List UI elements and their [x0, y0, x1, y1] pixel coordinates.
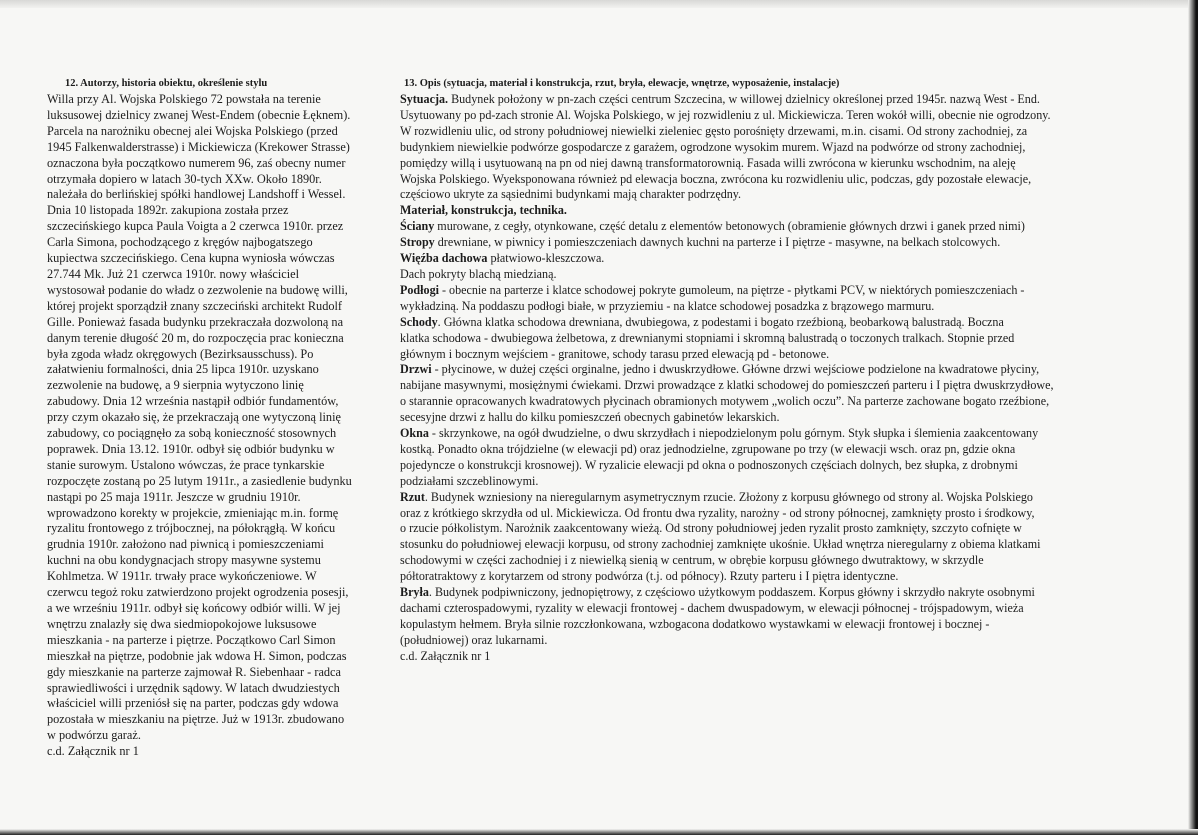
section-lead-label: Rzut: [400, 489, 425, 504]
history-text: [47, 92, 391, 760]
description-line-text: . Budynek podpiwniczony, jednopiętrowy, z częściowo użytkowym poddaszem. Korpus główny i skrzydło nakryte osobnymi: [428, 585, 1035, 600]
description-line: [400, 426, 1140, 442]
description-text: [400, 92, 1140, 665]
history-line: oznaczona była początkowo numerem 96, zaś obecny numer: [47, 155, 346, 170]
section-lead-label: Schody: [400, 314, 438, 329]
description-line-text: Usytuowany po pd-zach stronie Al. Wojska Polskiego, w jej rozwidleniu z ul. Mickiewicza. Teren wokół willi, obecnie nie ogrodzony.: [400, 107, 1051, 122]
description-line-text: pomiędzy willą i usytuowaną na pn od niej dawną transformatorownią. Fasada willi zwrócona w kierunku wschodnim, na aleję: [400, 155, 1016, 170]
description-line-text: oraz z krótkiego skrzydła od ul. Mickiewicza. Od frontu dwa ryzality, narożny - od strony północnej, zamknięty prosto i środkowy,: [400, 505, 1035, 520]
description-line-text: płatwiowo-kleszczowa.: [487, 251, 605, 266]
description-line: [400, 267, 1140, 283]
section-lead-label: Drzwi: [400, 362, 432, 377]
description-line: [400, 108, 1140, 124]
history-line: była zgoda władz okręgowych (Bezirksausschuss). Po: [47, 346, 314, 361]
history-line: grudnia 1910r. założono nad piwnicą i pomieszczeniami: [47, 537, 324, 552]
description-line: [400, 140, 1140, 156]
section-lead-label: Ściany: [400, 219, 435, 234]
description-line: [400, 410, 1140, 426]
history-line: sprawiedliwości i urzędnik sądowy. W latach dwudziestych: [47, 680, 340, 695]
description-heading: 13. Opis (sytuacja, materiał i konstrukcja, rzut, bryła, elewacje, wnętrze, wyposażenie, instalacje): [404, 78, 840, 89]
history-line: gdy mieszkanie na parterze zajmował R. Siebenhaar - radca: [47, 664, 341, 679]
description-line-text: - obecnie na parterze i klatce schodowej pokryte gumoleum, na piętrze - płytkami PCV, w niektórych pomieszczeniach -: [438, 282, 1025, 297]
history-line: należała do berlińskiej spółki handlowej Landshoff i Wessel.: [47, 187, 346, 202]
scan-top-edge: [0, 0, 1198, 8]
description-line: [400, 203, 1140, 219]
history-line: wystosował podanie do władz o zezwolenie na budowę willi,: [47, 282, 348, 297]
description-line: [400, 585, 1140, 601]
description-line: [400, 553, 1140, 569]
history-line: wprowadzono korekty w projekcie, zmieniając m.in. formę: [47, 505, 339, 520]
description-line: [400, 569, 1140, 585]
description-line: [400, 331, 1140, 347]
history-line: właściciel willi przeniósł się na parter, podczas gdy wdowa: [47, 696, 339, 711]
description-line: [400, 378, 1140, 394]
description-line-text: pojedyncze o konstrukcji krosnowej). W ryzalicie elewacji pd okna o podnoszonych częściach dolnych, bez słupka, z drobnymi: [400, 457, 1018, 472]
description-line-text: o starannie opracowanych kwadratowych płycinach obramionych motywem „wolich oczu”. Na parterze zachowane bogato rzeźbione,: [400, 394, 1050, 409]
history-line: 27.744 Mk. Już 21 czerwca 1910r. nowy właściciel: [47, 266, 300, 281]
description-line: [400, 251, 1140, 267]
history-line: c.d. Załącznik nr 1: [47, 744, 139, 759]
description-line-text: dachami czterospadowymi, ryzality w elewacji frontowej - dachem dwuspadowym, w elewacji północnej - trójspadowym, wieża: [400, 601, 1024, 615]
description-line: [400, 235, 1140, 251]
description-line-text: Wojska Polskiego. Wyeksponowana również pd elewacja boczna, zwrócona ku rozwidleniu ulic, podczas, gdy pozostałe elewacje,: [400, 171, 1032, 186]
history-line: 1945 Falkenwalderstrasse) i Mickiewicza (Krekower Strasse): [47, 139, 350, 154]
history-line: rozpoczęte zostaną po 25 lutym 1911r., a zasiedlenie budynku: [47, 473, 352, 488]
description-line-text: głównym i bocznym wejściem - granitowe, schody tarasu przed elewacją pd - betonowe.: [400, 346, 830, 361]
history-line: Willa przy Al. Wojska Polskiego 72 powstała na terenie: [47, 92, 321, 106]
section-lead-label: Więźba dachowa: [400, 251, 488, 266]
section-lead-label: Bryła: [400, 585, 429, 600]
description-line-text: secesyjne drzwi z hallu do kilku pomieszczeń obecnych gabinetów lekarskich.: [400, 410, 780, 425]
history-line: zabudowy. Dnia 12 września nastąpił odbiór fundamentów,: [47, 394, 339, 409]
history-heading: 12. Autorzy, historia obiektu, określenie stylu: [65, 78, 268, 89]
description-section: [400, 76, 1140, 665]
history-line: Dnia 10 listopada 1892r. zakupiona została przez: [47, 203, 289, 218]
description-line: [400, 156, 1140, 172]
description-line: [400, 315, 1140, 331]
description-line-text: c.d. Załącznik nr 1: [400, 648, 491, 663]
description-line-text: podziałami szczeblinowymi.: [400, 473, 539, 488]
section-lead-label: Podłogi: [400, 282, 439, 297]
history-line: luksusowej dzielnicy zwanej West-Endem (obecnie Łęknem).: [47, 107, 351, 122]
description-line-text: o rzucie półkolistym. Narożnik zaakcentowany wieżą. Od strony południowej jeden ryzalit prosto zamknięty, szczyto cofnięte w: [400, 521, 1022, 536]
description-line: [400, 458, 1140, 474]
description-line-text: . Główna klatka schodowa drewniana, dwubiegowa, z podestami i bogato rzeźbioną, beobarkową balustradą. Boczna: [437, 314, 1004, 329]
description-line: [400, 283, 1140, 299]
description-line-text: - skrzynkowe, na ogół dwudzielne, o dwu skrzydłach i niepodzielonym polu górnym. Styk słupka i ślemienia zaakcentowany: [428, 426, 1039, 441]
description-line: [400, 474, 1140, 490]
history-line: Gille. Ponieważ fasada budynku przekraczała dozwoloną na: [47, 314, 344, 329]
description-line: [400, 521, 1140, 537]
history-line: poprawek. Dnia 13.12. 1910r. odbył się odbiór budynku w: [47, 441, 335, 456]
description-line-text: murowane, z cegły, otynkowane, część detalu z elementów betonowych (obramienie głównych drzwi i ganek przed nimi): [434, 219, 1025, 234]
history-section: [47, 76, 391, 760]
description-line-text: W rozwidleniu ulic, od strony południowej niewielki zieleniec gęsto porośnięty drzewami, m.in. cisami. Od strony zachodniej, za: [400, 123, 1028, 138]
description-line-text: - płycinowe, w dużej części orginalne, jedno i dwuskrzydłowe. Główne drzwi wejściowe podzielone na kwadratowe płyciny,: [431, 362, 1040, 377]
history-line: czerwcu tegoż roku zatwierdzono projekt ogrodzenia posesji,: [47, 585, 349, 600]
section-lead-label: Okna: [400, 426, 429, 441]
description-line-text: budynkiem niewielkie podwórze gospodarcze z garażem, ogrodzone wysokim murem. Wjazd na podwórze od strony zachodniej,: [400, 139, 1026, 154]
description-line-text: klatka schodowa - dwubiegowa żelbetowa, z drewnianymi stopniami i skromną balustradą o toczonych tralkach. Stopnie przed: [400, 330, 1015, 345]
history-line: załatwieniu formalności, dnia 25 lipca 1910r. uzyskano: [47, 362, 319, 377]
history-line: kuchni na obu kondygnacjach stropy masywne systemu: [47, 553, 321, 568]
description-line: [400, 633, 1140, 649]
history-line: nastąpi po 25 maja 1911r. Jeszcze w grudniu 1910r.: [47, 489, 301, 504]
description-line: [400, 442, 1140, 458]
description-line: [400, 299, 1140, 315]
description-line: [400, 617, 1140, 633]
scan-bottom-edge: [0, 829, 1198, 835]
section-lead-label: Materiał, konstrukcja, technika.: [400, 203, 567, 218]
history-line: Parcela na narożniku obecnej alei Wojska Polskiego (przed: [47, 123, 338, 138]
history-line: pozostała w mieszkaniu na piętrze. Już w 1913r. zbudowano: [47, 712, 345, 727]
history-line: której projekt sporządził znany szczeciński architekt Rudolf: [47, 298, 343, 313]
description-line: [400, 124, 1140, 140]
description-line-text: kopulastym hełmem. Bryła silnie rozczłonkowana, wzbogacona dodatkowo wystawkami w elewacji frontowej i bocznej -: [400, 616, 990, 631]
description-line: [400, 362, 1140, 378]
description-line: [400, 601, 1140, 617]
description-line-text: Dach pokryty blachą miedzianą.: [400, 266, 557, 281]
history-line: zabudowy, co pociągnęło za sobą konieczność stosownych: [47, 426, 337, 441]
description-line: [400, 649, 1140, 665]
description-line: [400, 537, 1140, 553]
section-lead-label: Sytuacja.: [400, 92, 449, 106]
history-line: kupiectwa szczecińskiego. Cena kupna wyniosła wówczas: [47, 251, 335, 266]
description-line-text: stosunku do południowej elewacji korpusu, od strony zachodniej zamknięte ukośnie. Układ wnętrza nieregularny z obiema klatkami: [400, 537, 1041, 552]
description-line: [400, 506, 1140, 522]
description-line-text: Budynek położony w pn-zach części centrum Szczecina, w willowej dzielnicy określonej przed 1945r. nazwą West - End.: [448, 92, 1040, 106]
history-line: mieszkania - na parterze i piętrze. Początkowo Carl Simon: [47, 632, 336, 647]
history-line: wnętrzu znalazły się dwa siedmiopokojowe luksusowe: [47, 616, 317, 631]
history-line: w podwórzu garaż.: [47, 728, 141, 743]
history-line: przy czym okazało się, że przekraczają one wytyczoną linię: [47, 410, 341, 425]
description-line: [400, 187, 1140, 203]
description-line: [400, 172, 1140, 188]
description-line: [400, 347, 1140, 363]
scan-right-edge: [1188, 0, 1198, 835]
description-line-text: (południowej) oraz lukarnami.: [400, 632, 548, 647]
description-line-text: półtoratraktowy z korytarzem od strony podwórza (t.j. od północy). Rzuty parteru i I piętra identyczne.: [400, 569, 899, 584]
history-line: szczecińskiego kupca Paula Voigta a 2 czerwca 1910r. przez: [47, 219, 344, 234]
description-line: [400, 219, 1140, 235]
history-line: danym terenie długość 20 m, do rozpoczęcia prac konieczna: [47, 330, 344, 345]
history-line: ryzalitu frontowego z trójbocznej, na półokrągłą. W końcu: [47, 521, 336, 536]
description-line: [400, 490, 1140, 506]
history-line: a we wrześniu 1911r. odbył się końcowy odbiór willi. W jej: [47, 601, 341, 615]
description-line-text: kostką. Ponadto okna trójdzielne (w elewacji pd) oraz jednodzielne, zgrupowane po trzy (w elewacji wsch. oraz pn, gdzie okna: [400, 441, 1016, 456]
description-line-text: nabijane masywnymi, mosiężnymi ćwiekami. Drzwi prowadzące z klatki schodowej do pomieszczeń parteru i I piętra dwuskrzydłowe,: [400, 378, 1054, 393]
description-line-text: . Budynek wzniesiony na nieregularnym asymetrycznym rzucie. Złożony z korpusu głównego od strony al. Wojska Polskiego: [424, 489, 1033, 504]
description-line: [400, 394, 1140, 410]
history-line: stanie surowym. Ustalono wówczas, że prace tynkarskie: [47, 457, 325, 472]
history-line: otrzymała dopiero w latach 30-tych XXw. Około 1890r.: [47, 171, 322, 186]
section-lead-label: Stropy: [400, 235, 435, 250]
description-line-text: częściowo ukryte za sąsiednimi budynkami mają charakter podrzędny.: [400, 187, 742, 202]
description-line: [400, 92, 1140, 108]
history-line: mieszkał na piętrze, podobnie jak wdowa H. Simon, podczas: [47, 648, 347, 663]
history-line: Carla Simona, pochodzącego z kręgów najbogatszego: [47, 235, 313, 250]
history-line: zezwolenie na budowę, a 9 sierpnia wytyczono linię: [47, 378, 304, 393]
description-line-text: drewniane, w piwnicy i pomieszczeniach dawnych kuchni na parterze i I piętrze - masywne, na belkach stolcowych.: [434, 235, 1001, 250]
description-line-text: wykładziną. Na poddaszu podłogi białe, w przyziemiu - na klatce schodowej posadzka z brązowego marmuru.: [400, 298, 935, 313]
description-line-text: schodowymi w części zachodniej i z niewielką sienią w centrum, w obrębie korpusu głównego dwutraktowy, w skrzydle: [400, 553, 984, 568]
history-line: Kohlmetza. W 1911r. trwały prace wykończeniowe. W: [47, 569, 317, 584]
